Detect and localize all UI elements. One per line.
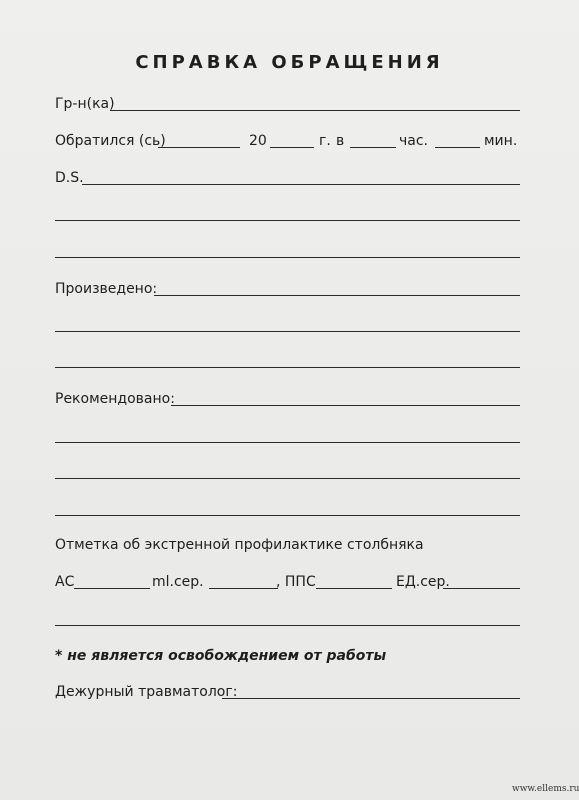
diagnosis-line-3[interactable] <box>55 257 520 258</box>
trauma-doctor-signature-line[interactable] <box>222 698 520 699</box>
recommended-line-1[interactable] <box>171 405 520 406</box>
document-title: СПРАВКА ОБРАЩЕНИЯ <box>135 52 444 73</box>
citizen-label: Гр-н(ка) <box>55 96 115 112</box>
recommended-label: Рекомендовано: <box>55 391 175 407</box>
recommended-line-4[interactable] <box>55 515 520 516</box>
as-field-line[interactable] <box>74 588 150 589</box>
year-suffix: г. <box>319 133 331 149</box>
pps-field-line[interactable] <box>316 588 392 589</box>
hours-field-line[interactable] <box>350 147 396 148</box>
recommended-line-2[interactable] <box>55 442 520 443</box>
minutes-field-line[interactable] <box>435 147 480 148</box>
trauma-doctor-label: Дежурный травматолог: <box>55 684 238 700</box>
ed-ser-label: ЕД.сер. <box>396 574 450 590</box>
at-label: в <box>336 133 345 149</box>
tetanus-heading: Отметка об экстренной профилактике столбняка <box>55 537 424 553</box>
ml-ser-label: ml.сер. <box>152 574 204 590</box>
ml-ser-field-line[interactable] <box>209 588 278 589</box>
diagnosis-line-2[interactable] <box>55 220 520 221</box>
not-sick-leave-note: * не является освобождением от работы <box>55 648 387 664</box>
minutes-label: мин. <box>484 133 518 149</box>
hours-label: час. <box>399 133 428 149</box>
ed-ser-field-line[interactable] <box>443 588 520 589</box>
recommended-line-3[interactable] <box>55 478 520 479</box>
as-label: АС <box>55 574 75 590</box>
performed-line-3[interactable] <box>55 367 520 368</box>
year-prefix: 20 <box>249 133 267 149</box>
citizen-field-line[interactable] <box>110 110 520 111</box>
applied-date-line[interactable] <box>158 147 240 148</box>
performed-line-2[interactable] <box>55 331 520 332</box>
tetanus-extra-line[interactable] <box>55 625 520 626</box>
applied-label: Обратился (сь) <box>55 133 166 149</box>
performed-label: Произведено: <box>55 281 158 297</box>
diagnosis-label: D.S. <box>55 170 84 186</box>
performed-line-1[interactable] <box>154 295 520 296</box>
watermark-text: www.ellems.ru <box>512 784 579 794</box>
pps-label: , ППС <box>276 574 316 590</box>
diagnosis-line-1[interactable] <box>82 184 520 185</box>
year-field-line[interactable] <box>270 147 314 148</box>
